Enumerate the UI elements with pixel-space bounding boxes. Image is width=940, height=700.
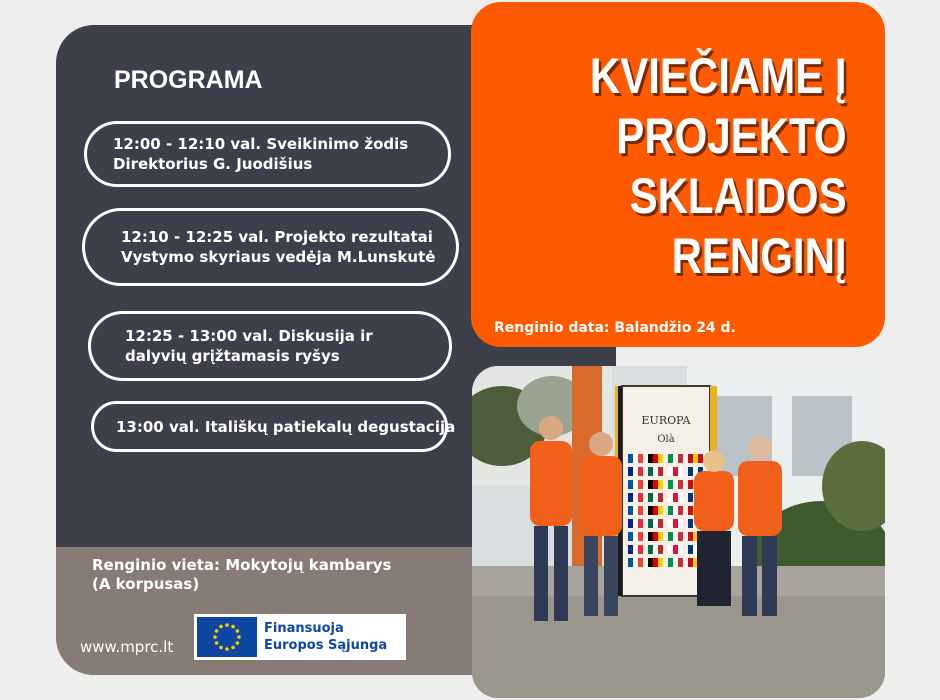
website-link[interactable]: www.mprc.lt — [80, 638, 174, 656]
program-item-time: 13:00 val. Itališkų patiekalų degustacija — [116, 417, 456, 436]
headline-card — [471, 2, 885, 347]
headline — [590, 46, 847, 286]
program-item-time: 12:00 - 12:10 val. Sveikinimo žodis — [113, 135, 409, 153]
program-item-detail: dalyvių grįžtamasis ryšys — [125, 347, 340, 365]
program-item-time: 12:10 - 12:25 val. Projekto rezultatai — [121, 228, 433, 246]
event-date: Renginio data: Balandžio 24 d. — [494, 320, 736, 336]
program-title: PROGRAMA — [114, 66, 263, 94]
headline-line-2: PROJEKTO — [616, 108, 847, 164]
team-photo — [472, 366, 885, 698]
headline-line-4: RENGINĮ — [671, 228, 847, 284]
sign-subtitle: Olà — [657, 434, 675, 445]
program-item-detail: Vystymo skyriaus vedėja M.Lunskutė — [121, 248, 436, 266]
eu-badge-line-1: Finansuoja — [264, 621, 344, 636]
headline-line-1: KVIEČIAME Į — [590, 48, 847, 104]
eu-flag-icon — [197, 617, 257, 657]
eu-badge-line-2: Europos Sąjunga — [264, 638, 388, 653]
program-item-4 — [91, 401, 456, 452]
headline-line-3: SKLAIDOS — [629, 168, 847, 224]
program-item-3 — [88, 311, 452, 381]
program-item-time: 12:25 - 13:00 val. Diskusija ir — [125, 327, 373, 345]
sign-title: EUROPA — [641, 414, 691, 427]
venue-line-1: Renginio vieta: Mokytojų kambarys — [92, 556, 392, 574]
program-item-detail: Direktorius G. Juodišius — [113, 155, 313, 173]
program-item-2 — [82, 208, 459, 286]
program-item-1 — [84, 121, 451, 187]
eu-funding-badge — [194, 614, 406, 660]
venue-line-2: (A korpusas) — [92, 575, 200, 593]
event-venue — [92, 556, 391, 594]
